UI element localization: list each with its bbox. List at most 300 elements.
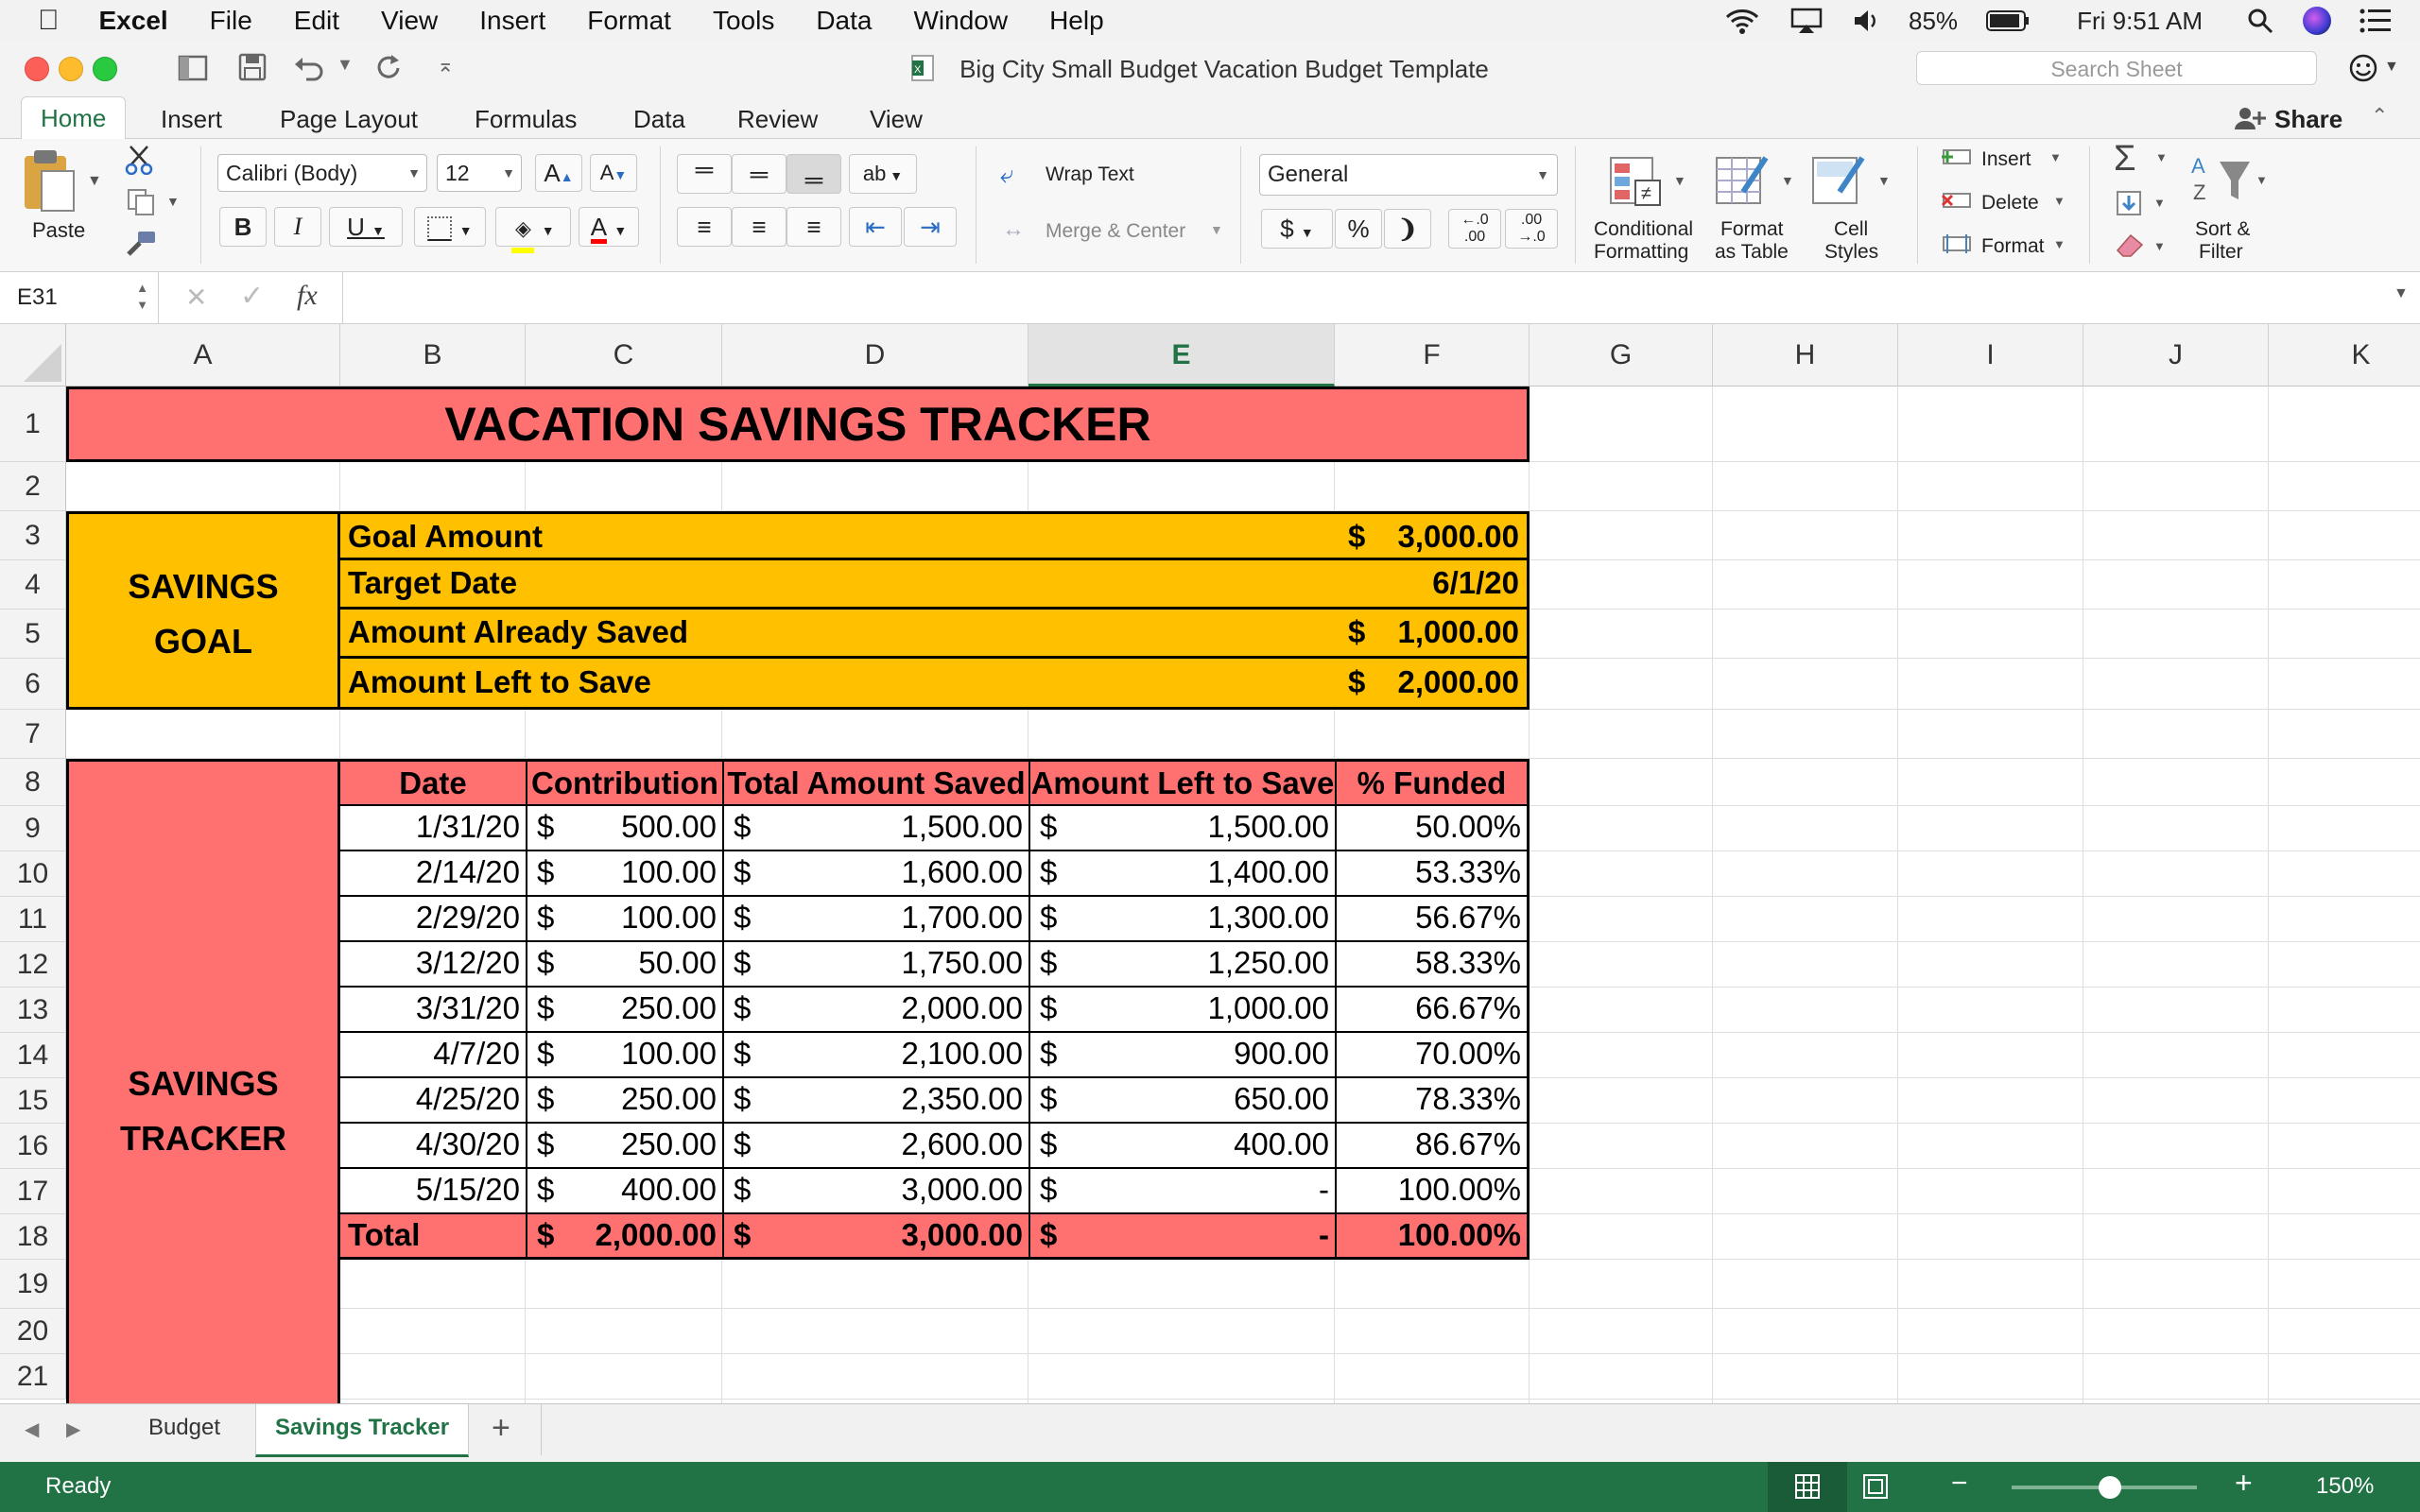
header-total-saved-cell[interactable] [722, 759, 1028, 806]
date-value: 3/31/20 [415, 990, 520, 1025]
goal-label-cell[interactable]: Amount Already Saved [337, 610, 1338, 659]
date-cell[interactable] [337, 897, 526, 942]
contribution-value: 400.00 [621, 1172, 717, 1207]
menu-app-name[interactable]: Excel [78, 6, 147, 35]
left-to-save-cell[interactable] [1028, 1033, 1335, 1078]
menu-view[interactable]: View [359, 6, 417, 35]
clock[interactable]: Fri 9:51 AM [2077, 6, 2203, 35]
total-saved-value: 2,350.00 [901, 1081, 1023, 1116]
font-color-icon: A [591, 215, 607, 244]
italic-button[interactable]: I [274, 207, 321, 247]
cell-styles-dropdown-icon[interactable]: ▼ [1877, 173, 1891, 188]
tab-formulas[interactable]: Formulas [475, 105, 578, 133]
tab-page-layout[interactable]: Page Layout [280, 105, 419, 133]
currency-symbol: $ [537, 945, 555, 980]
savings-tracker-label[interactable] [66, 759, 340, 1403]
sheet-tab-savings-tracker[interactable] [255, 1404, 469, 1457]
savings-goal-line1: SAVINGS [128, 567, 279, 606]
svg-text:A: A [2191, 154, 2205, 178]
left-to-save-cell[interactable] [1028, 897, 1335, 942]
menu-tools[interactable]: Tools [691, 6, 753, 35]
sort-filter-dropdown-icon[interactable]: ▼ [2256, 173, 2268, 187]
menu-format[interactable]: Format [565, 6, 650, 35]
copy-dropdown-icon[interactable]: ▼ [166, 194, 180, 209]
total-saved-cell[interactable] [722, 988, 1028, 1033]
date-value: 4/7/20 [433, 1036, 520, 1071]
goal-value: 1,000.00 [1397, 614, 1519, 649]
page-layout-view-icon[interactable] [1862, 1473, 1889, 1500]
contribution-cell[interactable] [526, 897, 722, 942]
orientation-button[interactable]: ab ▼ [849, 154, 917, 194]
contribution-value: 100.00 [621, 1036, 717, 1071]
bold-button[interactable]: B [219, 207, 267, 247]
total-funded-cell[interactable] [1335, 1214, 1530, 1260]
increase-decimal-button[interactable]: ←.0 .00 [1448, 209, 1501, 249]
cell-styles-icon[interactable] [1811, 154, 1868, 207]
date-cell[interactable] [337, 1169, 526, 1214]
currency-symbol: $ [734, 1217, 752, 1252]
header-left-to-save-value: Amount Left to Save [1030, 765, 1335, 800]
header-date-cell[interactable] [337, 759, 526, 806]
contribution-cell[interactable] [526, 1124, 722, 1169]
currency-symbol: $ [1040, 990, 1058, 1025]
left-to-save-value: 1,000.00 [1207, 990, 1329, 1025]
date-value: 4/30/20 [415, 1126, 520, 1161]
increase-font-size-button[interactable]: A▲ [535, 154, 582, 192]
funded-cell[interactable] [1335, 897, 1530, 942]
total-saved-cell[interactable] [722, 806, 1028, 851]
undo-dropdown-icon[interactable]: ▼ [337, 55, 354, 74]
zoom-slider-handle[interactable] [2099, 1476, 2121, 1499]
conditional-formatting-dropdown-icon[interactable]: ▼ [1673, 173, 1686, 188]
currency-symbol: $ [1348, 519, 1366, 554]
row-header-19[interactable]: 19 [0, 1260, 66, 1309]
savings-goal-line2: GOAL [154, 622, 252, 661]
svg-text:Z: Z [2193, 180, 2206, 204]
formula-bar [0, 272, 2420, 324]
left-to-save-value: - [1319, 1172, 1329, 1207]
row-header-3[interactable]: 3 [0, 511, 66, 560]
svg-text:X: X [914, 64, 922, 76]
column-header-b[interactable]: B [340, 324, 526, 387]
expand-formula-bar-icon[interactable]: ▼ [2394, 285, 2409, 301]
increase-indent-button[interactable]: ⇥ [904, 207, 957, 247]
funded-cell[interactable] [1335, 1124, 1530, 1169]
wrap-text-button[interactable]: Wrap Text [1046, 163, 1134, 185]
decrease-decimal-button[interactable]: .00 →.0 [1505, 209, 1558, 249]
menu-file[interactable]: File [188, 6, 232, 35]
gridline [66, 1399, 2420, 1400]
row-header-4[interactable]: 4 [0, 560, 66, 610]
decrease-indent-button[interactable]: ⇤ [849, 207, 902, 247]
column-header-g[interactable]: G [1530, 324, 1713, 387]
delete-dropdown-icon[interactable]: ▼ [2053, 194, 2066, 208]
autosum-dropdown-icon[interactable]: ▼ [2155, 150, 2168, 164]
menu-edit[interactable]: Edit [272, 6, 319, 35]
borders-button[interactable]: ▼ [414, 207, 486, 247]
battery-icon[interactable] [1986, 9, 2030, 32]
cell-styles-label-2[interactable]: Styles [1824, 241, 1879, 263]
sort-filter-label-2[interactable]: Filter [2199, 241, 2243, 263]
date-value: 4/25/20 [415, 1081, 520, 1116]
siri-icon[interactable] [2303, 7, 2331, 35]
decrease-font-size-button[interactable]: A▼ [590, 154, 637, 192]
goal-value-cell[interactable] [1335, 659, 1530, 710]
align-middle-button[interactable]: ═ [732, 154, 786, 194]
total-saved-cell[interactable] [722, 942, 1028, 988]
delete-cells-button[interactable]: Delete [1981, 192, 2039, 214]
row-header-14[interactable]: 14 [0, 1033, 66, 1078]
contribution-value: 100.00 [621, 900, 717, 935]
insert-function-icon[interactable]: fx [297, 280, 318, 311]
font-color-button[interactable]: A ▼ [579, 207, 639, 247]
status-bar [0, 1462, 2420, 1512]
currency-symbol: $ [537, 809, 555, 844]
contribution-cell[interactable] [526, 1078, 722, 1124]
currency-symbol: $ [1040, 900, 1058, 935]
left-to-save-cell[interactable] [1028, 806, 1335, 851]
funded-cell[interactable] [1335, 806, 1530, 851]
row-header-9[interactable]: 9 [0, 806, 66, 851]
accounting-format-button[interactable]: $ ▼ [1261, 209, 1333, 249]
cancel-formula-icon[interactable]: ✕ [185, 283, 208, 312]
share-icon[interactable] [2235, 106, 2267, 130]
goal-value-cell[interactable] [1335, 511, 1530, 560]
date-value: 3/12/20 [415, 945, 520, 980]
table-bottom-border [337, 1257, 1530, 1260]
select-all-corner[interactable] [0, 324, 66, 387]
currency-symbol: $ [537, 990, 555, 1025]
total-saved-cell[interactable] [722, 1169, 1028, 1214]
conditional-formatting-label-1[interactable]: Conditional [1594, 218, 1694, 240]
gridline [66, 1308, 2420, 1309]
header-date-value: Date [399, 765, 467, 800]
align-bottom-button[interactable]: ═ [786, 154, 841, 194]
percent-style-button[interactable]: % [1335, 209, 1382, 249]
column-header-f[interactable]: F [1335, 324, 1530, 387]
row-header-13[interactable]: 13 [0, 988, 66, 1033]
left-to-save-cell[interactable] [1028, 1124, 1335, 1169]
total-saved-cell[interactable] [722, 1124, 1028, 1169]
conditional-formatting-icon[interactable] [1609, 154, 1662, 207]
menu-data[interactable]: Data [794, 6, 851, 35]
row-header-8[interactable]: 8 [0, 759, 66, 806]
contribution-value: 500.00 [621, 809, 717, 844]
row-header-16[interactable]: 16 [0, 1124, 66, 1169]
search-sheet-input[interactable]: Search Sheet [1916, 51, 2317, 85]
row-header-6[interactable]: 6 [0, 659, 66, 710]
align-center-button[interactable]: ≡ [732, 207, 786, 247]
format-dropdown-icon[interactable]: ▼ [2053, 237, 2066, 251]
align-right-button[interactable]: ≡ [786, 207, 841, 247]
left-to-save-value: 900.00 [1234, 1036, 1329, 1071]
column-header-k[interactable]: K [2269, 324, 2420, 387]
column-header-c[interactable]: C [526, 324, 722, 387]
clear-eraser-icon[interactable] [2114, 232, 2146, 258]
insert-dropdown-icon[interactable]: ▼ [2049, 150, 2062, 164]
column-header-j[interactable]: J [2083, 324, 2269, 387]
contribution-cell[interactable] [526, 988, 722, 1033]
format-cells-button[interactable]: Format [1981, 235, 2045, 257]
funded-value: 56.67% [1415, 900, 1521, 935]
date-cell[interactable] [337, 1124, 526, 1169]
column-header-e[interactable]: E [1028, 324, 1335, 387]
contribution-cell[interactable] [526, 1033, 722, 1078]
date-cell[interactable] [337, 1078, 526, 1124]
header-contribution-cell[interactable] [526, 759, 722, 806]
date-cell[interactable] [337, 1033, 526, 1078]
fill-dropdown-icon[interactable]: ▼ [2153, 196, 2166, 210]
underline-button[interactable]: U ▼ [329, 207, 403, 247]
gridline [2268, 387, 2269, 1403]
row-header-20[interactable]: 20 [0, 1309, 66, 1354]
left-to-save-cell[interactable] [1028, 988, 1335, 1033]
font-size-select[interactable] [437, 154, 522, 192]
row-header-11[interactable]: 11 [0, 897, 66, 942]
left-to-save-value: 1,500.00 [1207, 809, 1329, 844]
sort-filter-icon[interactable] [2191, 152, 2254, 209]
tab-view[interactable]: View [870, 105, 923, 133]
funded-value: 66.67% [1415, 990, 1521, 1025]
currency-symbol: $ [734, 1126, 752, 1161]
customize-toolbar-icon[interactable]: ⌅ [437, 53, 455, 77]
currency-symbol: $ [1348, 664, 1366, 699]
contribution-value: 250.00 [621, 1126, 717, 1161]
notification-center-icon[interactable] [2360, 8, 2392, 34]
funded-cell[interactable] [1335, 1033, 1530, 1078]
smiley-feedback-icon[interactable] [2348, 53, 2378, 83]
gridline [66, 1353, 2420, 1354]
zoom-level[interactable]: 150% [2316, 1473, 2375, 1499]
zoom-in-icon[interactable]: + [2235, 1466, 2253, 1500]
currency-symbol: $ [734, 945, 752, 980]
contribution-cell[interactable] [526, 1169, 722, 1214]
font-name-select[interactable] [217, 154, 427, 192]
conditional-formatting-label-2[interactable]: Formatting [1594, 241, 1689, 263]
share-button[interactable]: Share [2274, 105, 2343, 133]
row-header-7[interactable]: 7 [0, 710, 66, 759]
currency-symbol: $ [1040, 1172, 1058, 1207]
svg-text:≠: ≠ [1641, 183, 1651, 204]
contribution-cell[interactable] [526, 942, 722, 988]
paste-icon[interactable] [21, 148, 78, 215]
zoom-slider[interactable] [2012, 1486, 2197, 1489]
goal-value: 6/1/20 [1432, 565, 1519, 600]
contribution-cell[interactable] [526, 851, 722, 897]
goal-label-cell[interactable]: Goal Amount [337, 511, 1338, 560]
window-title: Big City Small Budget Vacation Budget Template [959, 55, 1489, 83]
funded-value: 100.00% [1397, 1172, 1521, 1207]
row-header-10[interactable]: 10 [0, 851, 66, 897]
date-cell[interactable] [337, 851, 526, 897]
add-sheet-icon[interactable]: + [492, 1410, 510, 1446]
ribbon-home [0, 139, 2420, 272]
cut-icon[interactable] [125, 145, 153, 175]
total-contribution-cell[interactable] [526, 1214, 722, 1260]
total-saved-cell[interactable] [722, 1078, 1028, 1124]
funded-cell[interactable] [1335, 942, 1530, 988]
currency-symbol: $ [537, 900, 555, 935]
row-header-15[interactable]: 15 [0, 1078, 66, 1124]
currency-symbol: $ [537, 1126, 555, 1161]
currency-symbol: $ [734, 809, 752, 844]
left-to-save-cell[interactable] [1028, 851, 1335, 897]
tab-data[interactable]: Data [633, 105, 685, 133]
row-header-12[interactable]: 12 [0, 942, 66, 988]
merge-center-button[interactable]: Merge & Center [1046, 220, 1186, 242]
zoom-out-icon[interactable]: − [1951, 1468, 1968, 1499]
left-to-save-cell[interactable] [1028, 942, 1335, 988]
total-saved-value: 1,750.00 [901, 945, 1023, 980]
menu-window[interactable]: Window [891, 6, 987, 35]
contribution-value: 50.00 [638, 945, 717, 980]
align-left-button[interactable]: ≡ [677, 207, 732, 247]
funded-value: 50.00% [1415, 809, 1521, 844]
currency-symbol: $ [734, 900, 752, 935]
format-as-table-icon[interactable] [1715, 154, 1772, 207]
wifi-icon[interactable] [1723, 7, 1761, 35]
paste-button-label[interactable]: Paste [32, 218, 86, 242]
left-to-save-value: 650.00 [1234, 1081, 1329, 1116]
font-size-value: 12 [445, 161, 470, 185]
format-as-table-label-2[interactable]: as Table [1715, 241, 1789, 263]
total-saved-cell[interactable] [722, 1033, 1028, 1078]
apple-icon[interactable] [38, 5, 60, 37]
date-cell[interactable] [337, 806, 526, 851]
total-saved-value: 1,500.00 [901, 809, 1023, 844]
currency-symbol: $ [734, 990, 752, 1025]
column-header-i[interactable]: I [1898, 324, 2083, 387]
total-left-value: - [1319, 1217, 1329, 1252]
currency-symbol: $ [734, 854, 752, 889]
column-header-d[interactable]: D [722, 324, 1028, 387]
total-saved-cell[interactable] [722, 851, 1028, 897]
tab-review[interactable]: Review [737, 105, 819, 133]
row-header-1[interactable]: 1 [0, 387, 66, 462]
row-header-17[interactable]: 17 [0, 1169, 66, 1214]
select-all-triangle-icon [24, 344, 61, 382]
savings-tracker-line2: TRACKER [120, 1119, 286, 1158]
left-to-save-cell[interactable] [1028, 1078, 1335, 1124]
goal-value: 3,000.00 [1397, 519, 1519, 554]
title-cell[interactable]: VACATION SAVINGS TRACKER [66, 387, 1530, 462]
chevron-down-icon: ▼ [407, 165, 421, 180]
left-to-save-value: 400.00 [1234, 1126, 1329, 1161]
number-format-select[interactable] [1259, 154, 1558, 196]
gridline [1712, 387, 1713, 1403]
row-header-2[interactable]: 2 [0, 462, 66, 511]
row-header-21[interactable]: 21 [0, 1354, 66, 1400]
fill-color-button[interactable]: ◈ ▼ [495, 207, 571, 247]
sheet-tab-budget[interactable] [113, 1404, 256, 1455]
sort-filter-label-1[interactable]: Sort & [2195, 218, 2251, 240]
paste-dropdown-icon[interactable]: ▼ [87, 173, 102, 189]
paint-bucket-icon: ◈ [511, 210, 534, 253]
funded-cell[interactable] [1335, 988, 1530, 1033]
copy-icon[interactable] [127, 188, 155, 216]
formula-input[interactable] [342, 272, 2385, 323]
align-top-button[interactable]: ═ [677, 154, 732, 194]
format-as-table-dropdown-icon[interactable]: ▼ [1781, 173, 1794, 188]
total-saved-cell[interactable] [722, 897, 1028, 942]
contribution-value: 250.00 [621, 990, 717, 1025]
total-saved-total-cell[interactable] [722, 1214, 1028, 1260]
date-cell[interactable] [337, 988, 526, 1033]
goal-label-cell[interactable]: Amount Left to Save [337, 659, 1338, 710]
name-box-stepper-icon[interactable]: ▲ ▼ [136, 281, 148, 312]
tab-home[interactable]: Home [21, 96, 126, 139]
tab-insert[interactable]: Insert [161, 105, 223, 133]
clear-dropdown-icon[interactable]: ▼ [2153, 239, 2166, 253]
next-sheet-icon[interactable]: ▶ [66, 1419, 81, 1440]
insert-cells-button[interactable]: Insert [1981, 148, 2031, 170]
name-box[interactable] [0, 272, 159, 323]
contribution-cell[interactable] [526, 806, 722, 851]
date-cell[interactable] [337, 942, 526, 988]
menu-help[interactable]: Help [1028, 6, 1083, 35]
total-saved-total-value: 3,000.00 [901, 1217, 1023, 1252]
row-header-18[interactable]: 18 [0, 1214, 66, 1260]
tabs-divider [541, 1404, 542, 1455]
prev-sheet-icon[interactable]: ◀ [25, 1419, 40, 1440]
total-label-value: Total [348, 1217, 421, 1252]
column-header-a[interactable]: A [66, 324, 340, 387]
savings-goal-label[interactable] [66, 511, 340, 710]
funded-cell[interactable] [1335, 851, 1530, 897]
currency-symbol: $ [1348, 614, 1366, 649]
funded-value: 78.33% [1415, 1081, 1521, 1116]
cell-styles-label-1[interactable]: Cell [1834, 218, 1869, 240]
macos-menubar [0, 0, 2420, 43]
column-header-h[interactable]: H [1713, 324, 1898, 387]
date-value: 5/15/20 [415, 1172, 520, 1207]
collapse-ribbon-icon[interactable]: ⌃ [2371, 104, 2389, 128]
feedback-dropdown-icon[interactable]: ▼ [2384, 59, 2399, 75]
format-painter-icon[interactable] [125, 230, 157, 258]
header-left-to-save-cell[interactable] [1028, 759, 1335, 806]
goal-value-cell[interactable] [1335, 560, 1530, 610]
total-label-cell[interactable] [337, 1214, 526, 1260]
merge-dropdown-icon[interactable]: ▼ [1210, 222, 1223, 237]
spreadsheet-grid[interactable] [0, 324, 2420, 1403]
total-saved-value: 3,000.00 [901, 1172, 1023, 1207]
header-funded-value: % Funded [1357, 765, 1507, 800]
funded-cell[interactable] [1335, 1169, 1530, 1214]
menu-insert[interactable]: Insert [458, 6, 525, 35]
left-to-save-cell[interactable] [1028, 1169, 1335, 1214]
total-contribution-value: 2,000.00 [595, 1217, 717, 1252]
header-funded-cell[interactable] [1335, 759, 1530, 806]
autosum-icon[interactable]: Σ [2114, 139, 2136, 179]
row-header-5[interactable]: 5 [0, 610, 66, 659]
font-name-value: Calibri (Body) [226, 161, 358, 185]
format-as-table-label-1[interactable]: Format [1720, 218, 1784, 240]
comma-style-button[interactable]: ❩ [1384, 209, 1431, 249]
goal-value: 2,000.00 [1397, 664, 1519, 699]
total-left-cell[interactable] [1028, 1214, 1335, 1260]
goal-value-cell[interactable] [1335, 610, 1530, 659]
airplay-icon[interactable] [1789, 7, 1824, 35]
goal-label-cell[interactable]: Target Date [337, 560, 1338, 610]
spotlight-icon[interactable] [2246, 7, 2274, 35]
fill-icon[interactable] [2116, 190, 2142, 216]
confirm-formula-icon[interactable]: ✓ [240, 281, 265, 312]
total-saved-value: 2,600.00 [901, 1126, 1023, 1161]
currency-symbol: $ [1040, 854, 1058, 889]
volume-icon[interactable] [1852, 7, 1880, 35]
funded-cell[interactable] [1335, 1078, 1530, 1124]
currency-symbol: $ [1040, 1217, 1058, 1252]
